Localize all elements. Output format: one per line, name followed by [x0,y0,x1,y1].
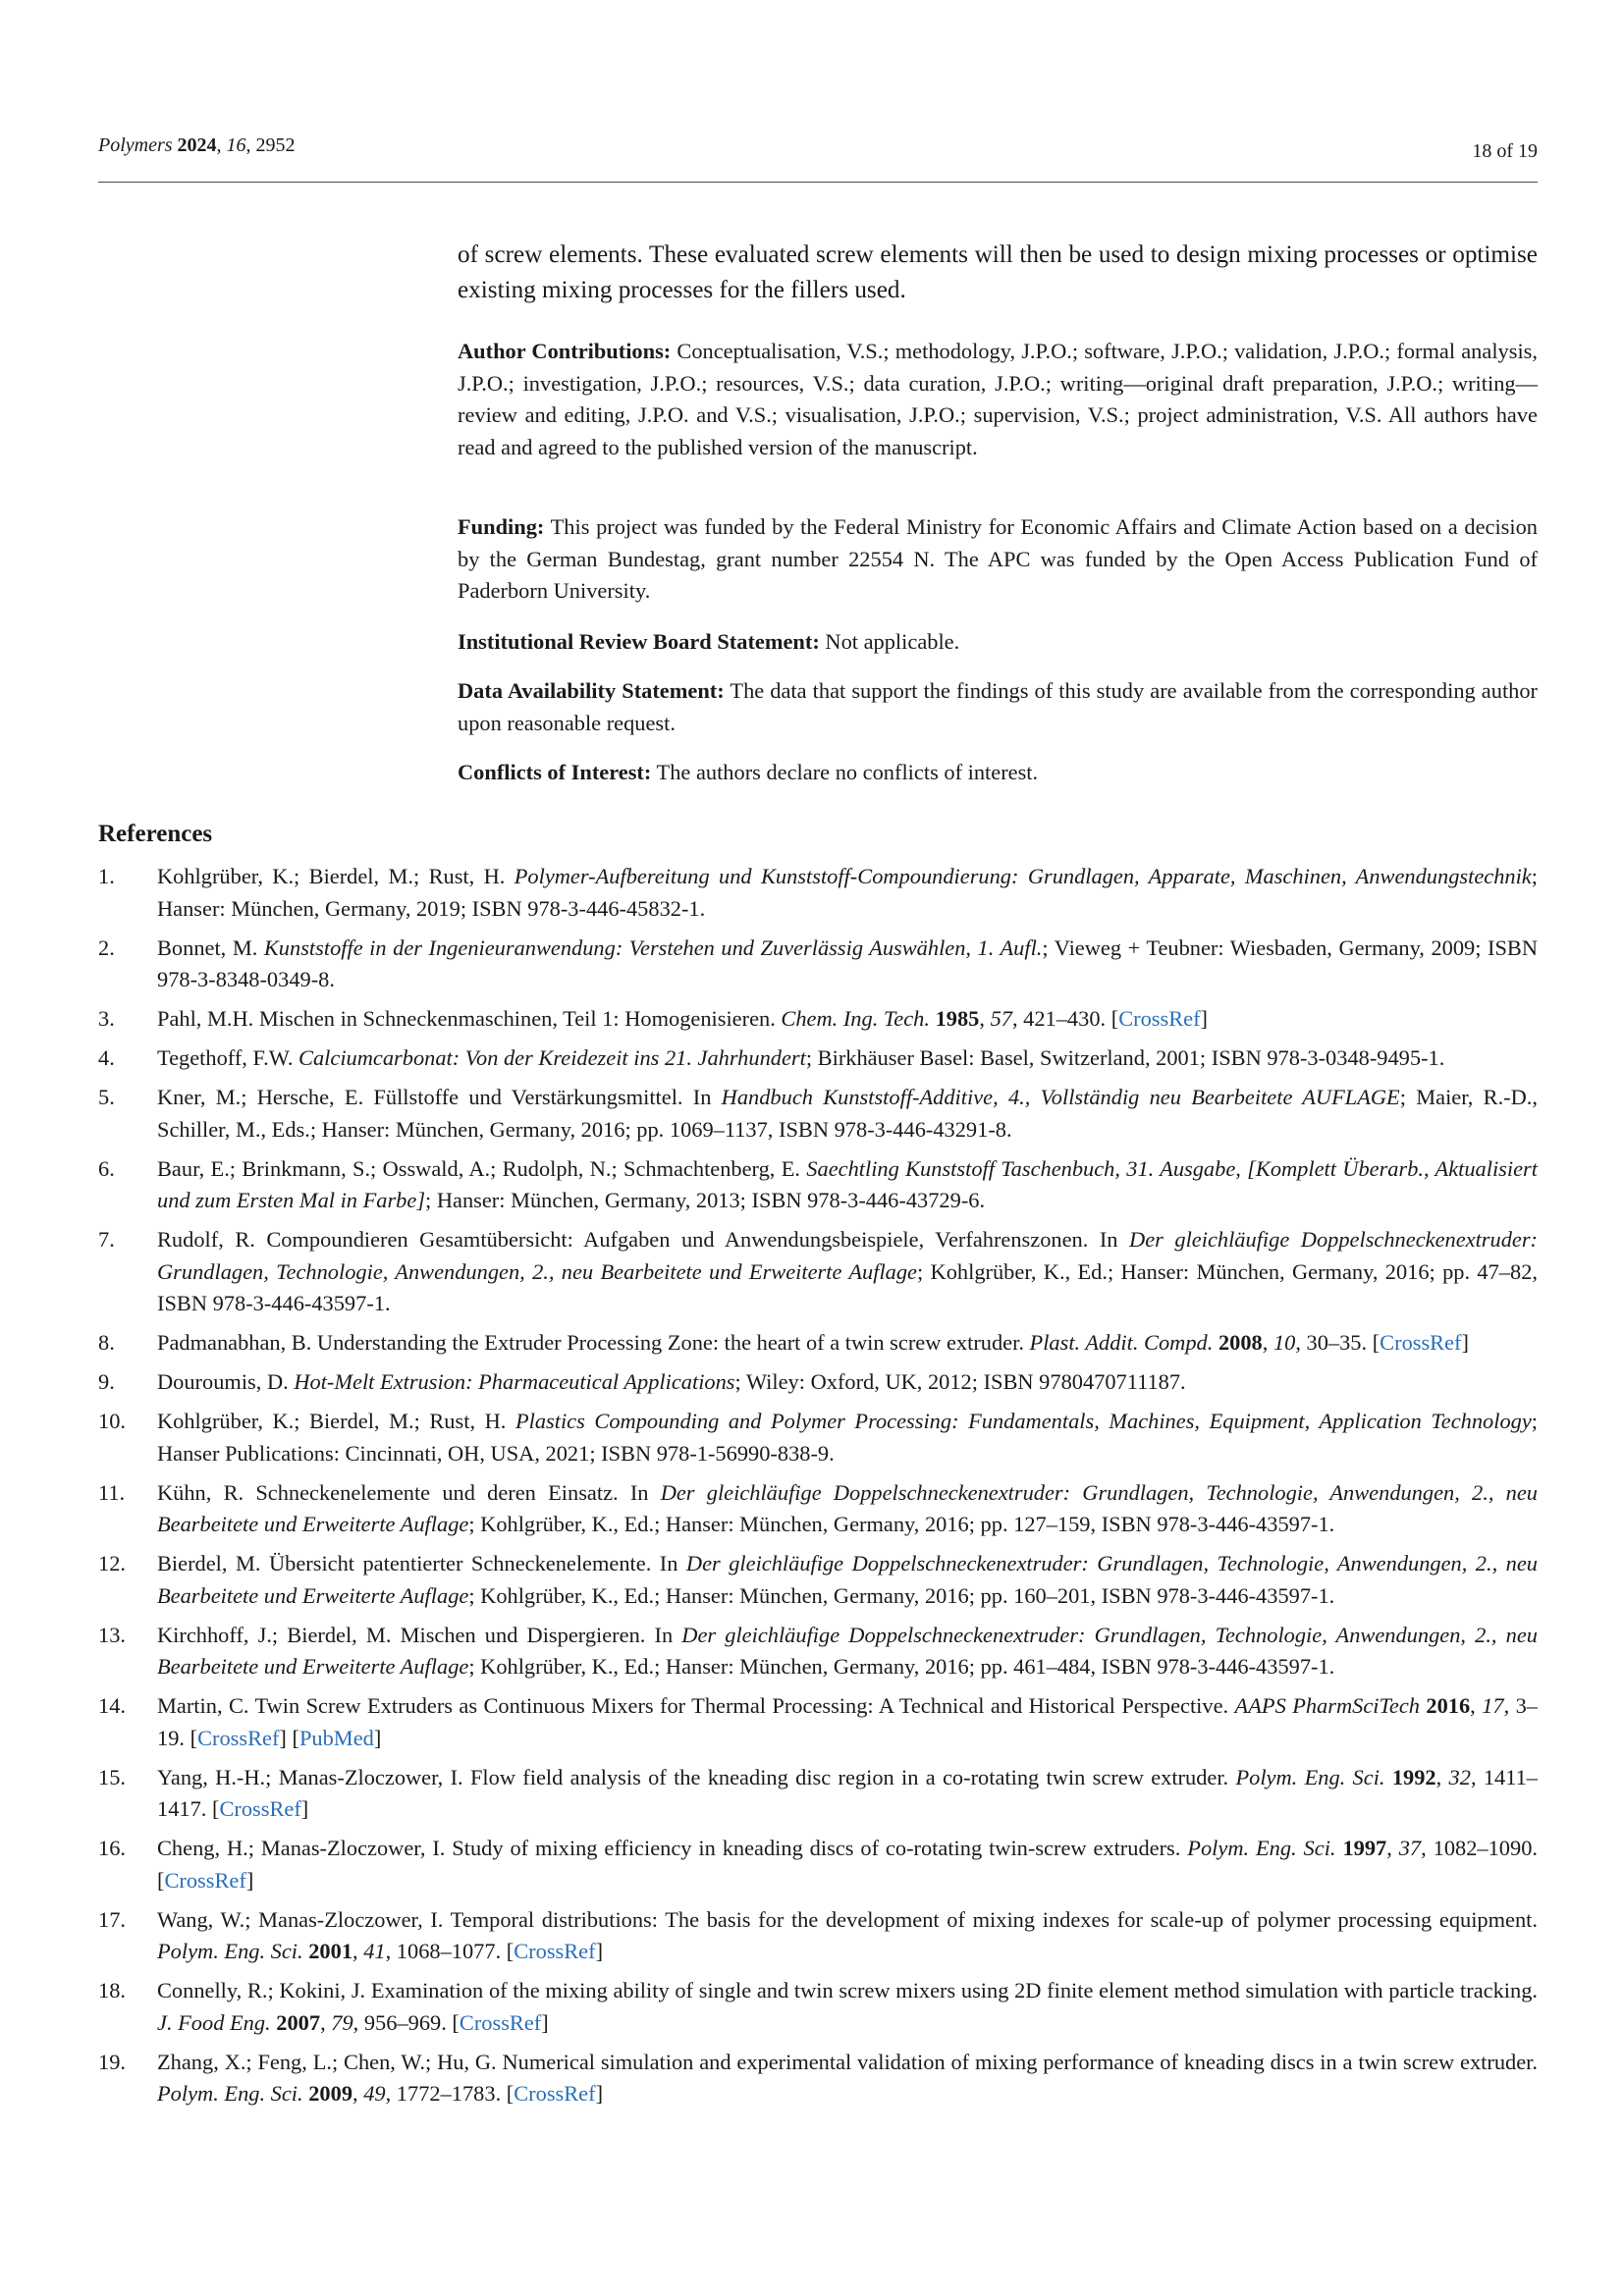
reference-pages: , 1082–1090. [1421,1836,1538,1860]
irb-text: Not applicable. [825,629,960,654]
reference-year: 1997 [1342,1836,1387,1860]
data-availability-text: The data that support the findings of this study are available from the corresponding author upon reasonable request. [458,678,1539,735]
reference-volume: 41 [363,1939,386,1963]
reference-authors-title: Kohlgrüber, K.; Bierdel, M.; Rust, H. [157,1409,515,1433]
reference-volume: 37 [1398,1836,1422,1860]
reference-item [98,1366,1538,1399]
reference-pages: , 421–430. [1011,1006,1111,1031]
journal-volume: 16 [226,134,246,156]
reference-item: 19. Zhang, X.; Feng, L.; Chen, W.; Hu, G. Numerical simulation and experimental validation of mixing performance of kneading discs in a twin screw extruder. Polym. Eng. Sci. 2009, 49, 1772–1783. [CrossRef] [98,2047,1538,2110]
reference-pages: , 30–35. [1295,1330,1373,1355]
page-number: 18 of 19 [1472,140,1538,162]
reference-number: 18. [98,1978,126,2002]
reference-number: 11. [98,1479,126,1505]
reference-authors-title: Baur, E.; Brinkmann, S.; Osswald, A.; Rudolph, N.; Schmachtenberg, E. [157,1155,807,1181]
data-availability-label: Data Availability Statement: [458,678,725,703]
reference-publisher: ; Maier, R.-D., Schiller, M., Eds.; Hanser: München, Germany, 2016; pp. 1069–1137, ISBN 978-3-446-43291-8. [157,1085,1538,1142]
reference-year: 2001 [308,1939,353,1963]
journal-article: 2952 [255,134,296,156]
reference-list [98,861,1538,2117]
reference-item: 3. Pahl, M.H. Mischen in Schneckenmaschinen, Teil 1: Homogenisieren. Chem. Ing. Tech. 1985, 57, 421–430. [CrossRef] [98,1003,1538,1036]
reference-pages: , 956–969. [352,2009,453,2035]
reference-publisher: ; Hanser: München, Germany, 2013; ISBN 978-3-446-43729-6. [425,1188,986,1212]
funding [458,511,1538,608]
reference-link-crossref[interactable]: CrossRef [197,1725,280,1750]
reference-publisher: ; Kohlgrüber, K., Ed.; Hanser: München, Germany, 2016; pp. 160–201, ISBN 978-3-446-43597-1. [468,1582,1335,1608]
reference-authors-title: Wang, W.; Manas-Zloczower, I. Temporal distributions: The basis for the development of mixing indexes for scale-up of polymer processing equipment. [157,1906,1538,1932]
reference-pages: , 1068–1077. [385,1939,507,1963]
reference-link-crossref[interactable]: CrossRef [459,2009,542,2035]
reference-number: 7. [98,1227,115,1252]
reference-year: 2008 [1218,1330,1263,1355]
irb-label: Institutional Review Board Statement: [458,629,820,654]
reference-publisher: ; Kohlgrüber, K., Ed.; Hanser: München, Germany, 2016; pp. 127–159, ISBN 978-3-446-43597-1. [468,1512,1335,1536]
reference-link-crossref[interactable]: CrossRef [219,1796,301,1821]
reference-number: 15. [98,1764,126,1789]
reference-authors-title: Rudolf, R. Compoundieren Gesamtübersicht: Aufgaben und Anwendungsbeispiele, Verfahrenszonen. In [157,1227,1130,1252]
reference-source: Der gleichläufige Doppelschneckenextruder: Grundlagen, Technologie, Anwendungen, 2., neu Bearbeitete und Erweiterte Auflage [157,1622,1538,1679]
reference-number: 16. [98,1836,126,1860]
reference-item [98,861,1538,925]
reference-number: 17. [98,1906,126,1932]
irb-statement [458,626,1538,659]
reference-publisher: ; Birkhäuser Basel: Basel, Switzerland, 2001; ISBN 978-3-0348-9495-1. [805,1045,1445,1070]
reference-source: AAPS PharmSciTech [1234,1693,1420,1718]
reference-item [98,1477,1538,1541]
reference-number: 4. [98,1045,115,1070]
reference-item [98,1153,1538,1217]
reference-link-crossref[interactable]: CrossRef [164,1867,246,1893]
funding-text: This project was funded by the Federal Ministry for Economic Affairs and Climate Action based on a decision by the German Bundestag, grant number 22554 N. The APC was funded by the Open Access Publication Fund of Paderborn University. [458,514,1538,603]
journal-name: Polymers [98,134,173,156]
references-heading: References [98,821,213,847]
reference-pages: , 1772–1783. [385,2081,507,2106]
reference-link-crossref[interactable]: CrossRef [1118,1006,1201,1031]
reference-source: Plastics Compounding and Polymer Processing: Fundamentals, Machines, Equipment, Application Technology [514,1409,1532,1433]
journal-year: 2024 [177,134,217,156]
reference-source: Handbuch Kunststoff-Additive, 4., Vollständig neu Bearbeitete AUFLAGE [721,1085,1400,1109]
reference-number: 6. [98,1155,115,1181]
reference-number: 3. [98,1006,115,1031]
reference-source: Chem. Ing. Tech. [781,1006,930,1031]
reference-year: 1992 [1391,1764,1436,1789]
reference-volume: 10 [1272,1330,1296,1355]
reference-link-crossref[interactable]: CrossRef [514,2081,596,2106]
conflicts-text: The authors declare no conflicts of interest. [656,760,1039,784]
reference-year: 2007 [276,2009,321,2035]
reference-source: Calciumcarbonat: Von der Kreidezeit ins 21. Jahrhundert [298,1045,806,1070]
author-contributions-text: Conceptualisation, V.S.; methodology, J.P.O.; software, J.P.O.; validation, J.P.O.; formal analysis, J.P.O.; investigation, J.P.O.; resources, V.S.; data curation, J.P.O.; writing—original draft preparation, J.P.O.; writing—review and editing, J.P.O. and V.S.; visualisation, J.P.O.; supervision, V.S.; project administration, V.S. All authors have read and agreed to the published version of the manuscript. [458,339,1538,459]
author-contributions-label: Author Contributions: [458,339,672,363]
reference-source: Der gleichläufige Doppelschneckenextruder: Grundlagen, Technologie, Anwendungen, 2., neu Bearbeitete und Erweiterte Auflage [157,1227,1539,1284]
reference-number: 10. [98,1409,126,1433]
reference-authors-title: Bonnet, M. [157,934,264,960]
page-header [98,134,1538,183]
reference-item [98,1082,1538,1146]
reference-authors-title: Martin, C. Twin Screw Extruders as Continuous Mixers for Thermal Processing: A Technical and Historical Perspective. [157,1693,1235,1718]
reference-authors-title: Pahl, M.H. Mischen in Schneckenmaschinen, Teil 1: Homogenisieren. [157,1006,782,1031]
reference-source: Der gleichläufige Doppelschneckenextruder: Grundlagen, Technologie, Anwendungen, 2., neu Bearbeitete und Erweiterte Auflage [157,1551,1539,1608]
reference-source: J. Food Eng. [157,2009,271,2035]
reference-volume: 79 [331,2009,353,2035]
reference-number: 14. [98,1693,126,1718]
reference-number: 12. [98,1551,126,1575]
reference-number: 9. [98,1369,115,1394]
reference-authors-title: Douroumis, D. [157,1369,295,1394]
reference-year: 1985 [935,1006,980,1031]
reference-authors-title: Bierdel, M. Übersicht patentierter Schneckenelemente. In [157,1551,686,1575]
reference-pages: , 3–19. [157,1693,1538,1750]
reference-link-crossref[interactable]: CrossRef [1380,1330,1462,1355]
reference-authors-title: Yang, H.-H.; Manas-Zloczower, I. Flow field analysis of the kneading disc region in a co-rotating twin screw extruder. [157,1764,1236,1789]
reference-publisher: ; Hanser Publications: Cincinnati, OH, USA, 2021; ISBN 978-1-56990-838-9. [157,1409,1539,1466]
data-availability [458,675,1538,739]
reference-item: 15. Yang, H.-H.; Manas-Zloczower, I. Flow field analysis of the kneading disc region in a co-rotating twin screw extruder. Polym. Eng. Sci. 1992, 32, 1411–1417. [CrossRef] [98,1762,1538,1826]
reference-authors-title: Tegethoff, F.W. [157,1045,299,1070]
reference-authors-title: Cheng, H.; Manas-Zloczower, I. Study of mixing efficiency in kneading discs of co-rotating twin-screw extruders. [157,1836,1188,1860]
reference-source: Polym. Eng. Sci. [157,1939,303,1963]
reference-source: Hot-Melt Extrusion: Pharmaceutical Applications [294,1369,735,1394]
reference-authors-title: Kühn, R. Schneckenelemente und deren Einsatz. In [157,1479,661,1505]
reference-item: 16. Cheng, H.; Manas-Zloczower, I. Study of mixing efficiency in kneading discs of co-rotating twin-screw extruders. Polym. Eng. Sci. 1997, 37, 1082–1090. [CrossRef] [98,1833,1538,1896]
reference-number: 2. [98,934,115,960]
reference-publisher: ; Kohlgrüber, K., Ed.; Hanser: München, Germany, 2016; pp. 47–82, ISBN 978-3-446-43597-1. [157,1258,1538,1315]
reference-item: 17. Wang, W.; Manas-Zloczower, I. Temporal distributions: The basis for the development of mixing indexes for scale-up of polymer processing equipment. Polym. Eng. Sci. 2001, 41, 1068–1077. [CrossRef] [98,1904,1538,1968]
body-text [458,238,1538,308]
reference-volume: 17 [1482,1693,1504,1718]
reference-publisher: ; Kohlgrüber, K., Ed.; Hanser: München, Germany, 2016; pp. 461–484, ISBN 978-3-446-43597-1. [468,1654,1335,1679]
reference-pages: , 1411–1417. [157,1764,1538,1821]
body-paragraph: of screw elements. These evaluated screw elements will then be used to design mixing processes or optimise existing mixing processes for the fillers used. [458,241,1538,303]
reference-item [98,1224,1538,1320]
reference-item: 18. Connelly, R.; Kokini, J. Examination of the mixing ability of single and twin screw mixers using 2D finite element method simulation with particle tracking. J. Food Eng. 2007, 79, 956–969. [CrossRef] [98,1975,1538,2039]
conflicts-label: Conflicts of Interest: [458,760,652,784]
reference-item [98,1548,1538,1612]
reference-source: Polym. Eng. Sci. [1187,1836,1336,1860]
reference-number: 5. [98,1085,115,1109]
reference-item: 8. Padmanabhan, B. Understanding the Extruder Processing Zone: the heart of a twin screw extruder. Plast. Addit. Compd. 2008, 10, 30–35. [CrossRef] [98,1327,1538,1360]
conflicts-of-interest [458,757,1538,789]
reference-volume: 57 [990,1006,1012,1031]
reference-volume: 49 [363,2081,386,2106]
reference-authors-title: Zhang, X.; Feng, L.; Chen, W.; Hu, G. Numerical simulation and experimental validation of mixing performance of kneading discs in a twin screw extruder. [157,2049,1538,2074]
reference-publisher: ; Vieweg + Teubner: Wiesbaden, Germany, 2009; ISBN 978-3-8348-0349-8. [157,934,1538,991]
reference-item [98,1042,1538,1075]
reference-authors-title: Connelly, R.; Kokini, J. Examination of the mixing ability of single and twin screw mixers using 2D finite element method simulation with particle tracking. [157,1978,1538,2002]
reference-source: Polymer-Aufbereitung und Kunststoff-Compoundierung: Grundlagen, Apparate, Maschinen, Anwendungstechnik [514,864,1532,888]
reference-item [98,1406,1538,1469]
reference-source: Plast. Addit. Compd. [1029,1330,1214,1355]
reference-number: 19. [98,2049,126,2074]
reference-link-pubmed[interactable]: PubMed [298,1725,374,1750]
reference-source: Kunststoffe in der Ingenieuranwendung: Verstehen und Zuverlässig Auswählen, 1. Aufl. [263,934,1043,960]
reference-source: Polym. Eng. Sci. [157,2081,303,2106]
reference-source: Polym. Eng. Sci. [1235,1764,1385,1789]
reference-authors-title: Kohlgrüber, K.; Bierdel, M.; Rust, H. [157,864,514,888]
reference-volume: 32 [1448,1764,1471,1789]
author-contributions [458,336,1538,463]
reference-year: 2016 [1426,1693,1471,1718]
reference-source: Saechtling Kunststoff Taschenbuch, 31. Ausgabe, [Komplett Überarb., Aktualisiert und zum Ersten Mal in Farbe] [157,1155,1538,1212]
reference-source: Der gleichläufige Doppelschneckenextruder: Grundlagen, Technologie, Anwendungen, 2., neu Bearbeitete und Erweiterte Auflage [157,1479,1538,1536]
reference-number: 8. [98,1330,115,1355]
reference-item [98,1620,1538,1683]
reference-authors-title: Kner, M.; Hersche, E. Füllstoffe und Verstärkungsmittel. In [157,1085,722,1109]
funding-label: Funding: [458,514,545,539]
reference-number: 13. [98,1622,126,1647]
reference-item [98,933,1538,996]
reference-authors-title: Padmanabhan, B. Understanding the Extruder Processing Zone: the heart of a twin screw extruder. [157,1330,1030,1355]
reference-number: 1. [98,864,115,888]
reference-publisher: ; Wiley: Oxford, UK, 2012; ISBN 9780470711187. [734,1369,1186,1394]
reference-publisher: ; Hanser: München, Germany, 2019; ISBN 978-3-446-45832-1. [157,864,1538,921]
reference-authors-title: Kirchhoff, J.; Bierdel, M. Mischen und Dispergieren. In [157,1622,682,1647]
reference-year: 2009 [308,2081,353,2106]
reference-item: 14. Martin, C. Twin Screw Extruders as Continuous Mixers for Thermal Processing: A Technical and Historical Perspective. AAPS PharmSciTech 2016, 17, 3–19. [CrossRef] [PubMed] [98,1690,1538,1754]
journal-citation: Polymers 2024, 16, 2952 [98,134,296,156]
reference-link-crossref[interactable]: CrossRef [514,1939,596,1963]
